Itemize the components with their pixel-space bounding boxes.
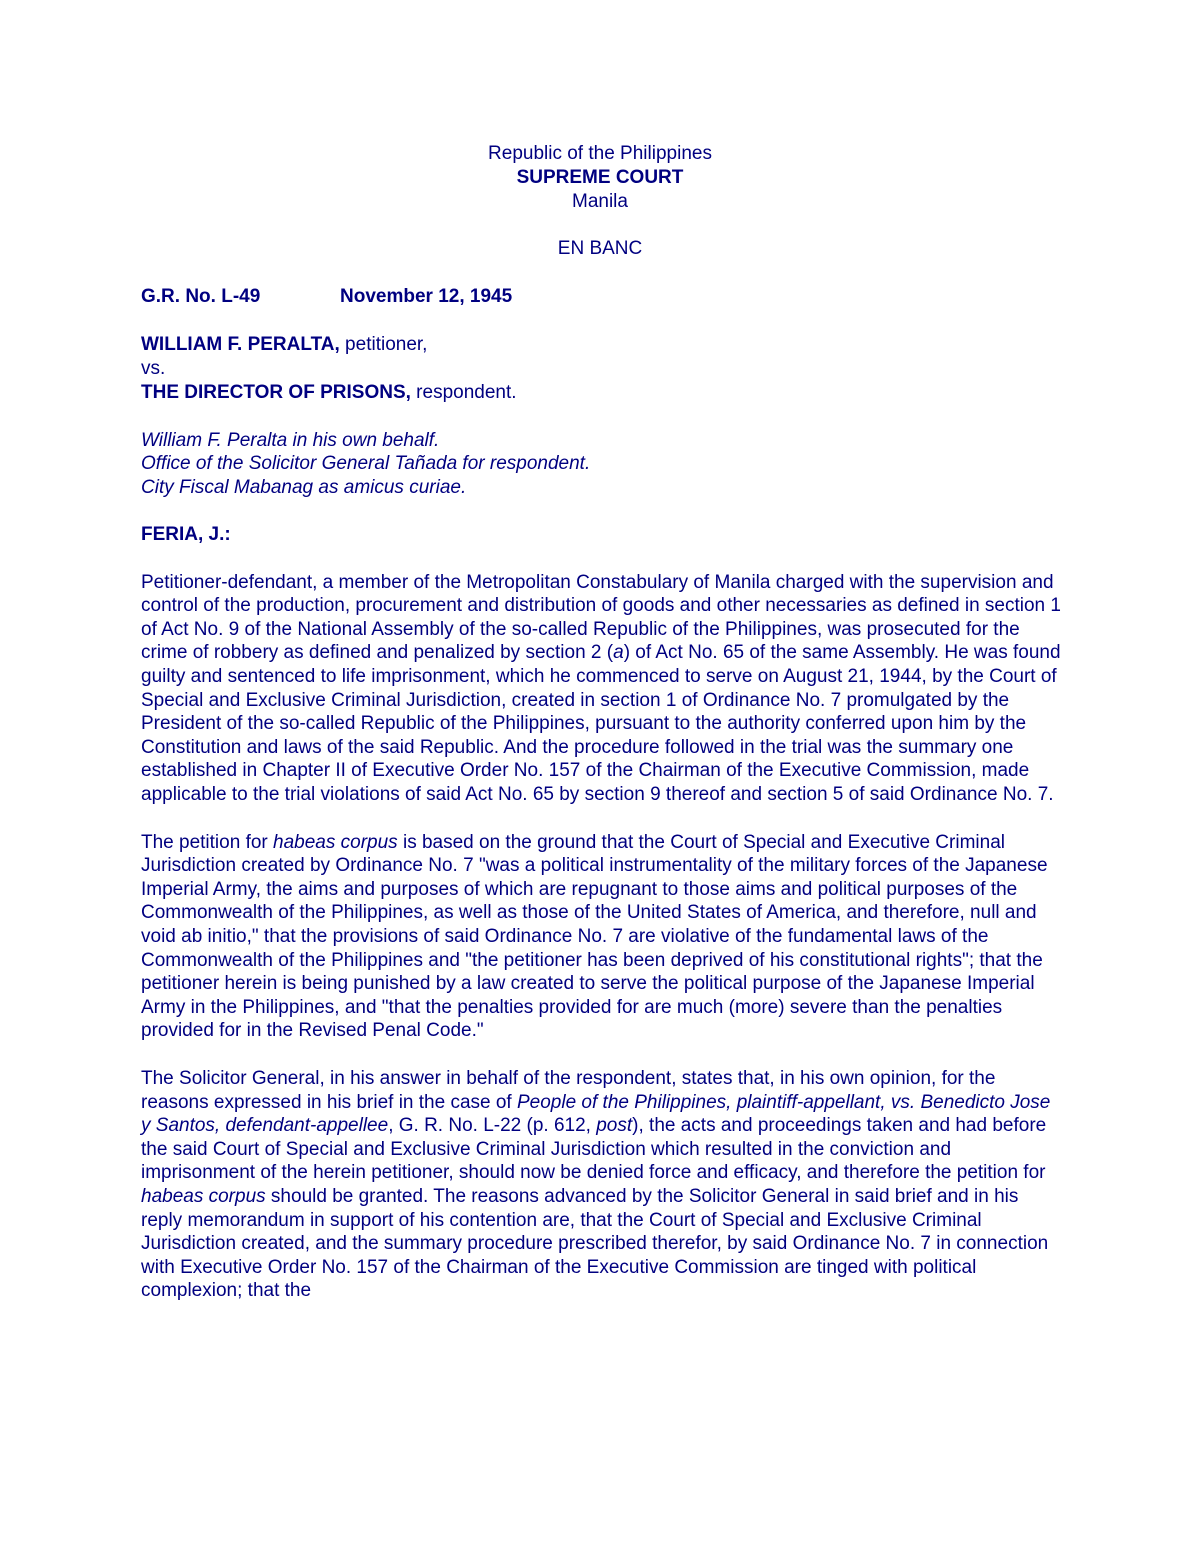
paragraph-3-text-g: should be granted. The reasons advanced by the Solicitor General in said brief and in his reply memorandum in support of his contention are, that the Court of Special and Exclusive Criminal Jurisdiction created, and the summary procedure prescribed therefor, by said Ordinance No. 7 in connection with Executive Order No. 157 of the Chairman of the Executive Commission are tinged with political complexion; that the xyxy=(141,1185,1049,1302)
spacer xyxy=(141,405,1061,429)
spacer xyxy=(141,214,1059,237)
paragraph-3 xyxy=(141,1067,1061,1303)
paragraph-2-text-b: habeas corpus xyxy=(273,831,398,853)
spacer xyxy=(141,499,1061,523)
document-content xyxy=(141,142,1061,1303)
counsel-petitioner: William F. Peralta in his own behalf. xyxy=(141,429,440,451)
division-line: EN BANC xyxy=(557,238,643,259)
paragraph-3-text-c: , G. R. No. L-22 (p. 612, xyxy=(388,1115,597,1137)
case-line xyxy=(141,285,1061,309)
ponente: FERIA, J.: xyxy=(141,524,231,546)
petitioner-name: WILLIAM F. PERALTA, xyxy=(141,333,340,355)
paragraph-1-text-b: a xyxy=(613,642,624,664)
parties xyxy=(141,333,1061,405)
paragraph-2 xyxy=(141,831,1061,1043)
petitioner-role: petitioner, xyxy=(339,333,428,355)
spacer xyxy=(141,261,1061,285)
spacer xyxy=(141,807,1061,831)
court-header xyxy=(141,142,1059,261)
paragraph-2-text-a: The petition for xyxy=(141,831,274,853)
versus-line: vs. xyxy=(141,357,166,379)
spacer xyxy=(141,309,1061,333)
paragraph-1 xyxy=(141,571,1061,807)
respondent-role: respondent. xyxy=(410,381,517,403)
paragraph-3-text-f: habeas corpus xyxy=(141,1185,266,1207)
city-line: Manila xyxy=(572,191,628,212)
counsel-amicus: City Fiscal Mabanag as amicus curiae. xyxy=(141,476,467,498)
case-number: G.R. No. L-49 xyxy=(141,286,261,307)
paragraph-3-text-d: post xyxy=(596,1115,633,1137)
petitioner-line xyxy=(141,333,1061,357)
paragraph-1-text-c: ) of Act No. 65 of the same Assembly. He was found guilty and sentenced to life imprisonment, which he commenced to serve on August 21, 1944, by the Court of Special and Exclusive Criminal Jurisdiction, created in section 1 of Ordinance No. 7 promulgated by the President of the so-called Republic of the Philippines, pursuant to the authority conferred upon him by the Constitution and laws of the said Republic. And the procedure followed in the trial was the summary one established in Chapter II of Executive Order No. 157 of the Chairman of the Executive Commission, made applicable to the trial violations of said Act No. 65 by section 9 thereof and section 5 of said Ordinance No. 7. xyxy=(141,642,1061,806)
case-date: November 12, 1945 xyxy=(340,286,513,307)
respondent-name: THE DIRECTOR OF PRISONS, xyxy=(141,381,411,403)
counsel-list xyxy=(141,429,1061,500)
republic-line: Republic of the Philippines xyxy=(488,143,712,164)
court-name: SUPREME COURT xyxy=(516,167,684,188)
paragraph-3-text-e: ), the acts and proceedings taken and had before the said Court of Special and Exclusive Criminal Jurisdiction which resulted in the conviction and imprisonment of the herein petitioner, should now be denied force and efficacy, and therefore the petition for xyxy=(141,1115,1047,1184)
respondent-line xyxy=(141,381,1061,405)
paragraph-3-text-b: People of the Philippines, plaintiff-appellant, vs. Benedicto Jose y Santos, defendant-appellee xyxy=(141,1091,1051,1137)
paragraph-2-text-c: is based on the ground that the Court of Special and Executive Criminal Jurisdiction created by Ordinance No. 7 "was a political instrumentality of the military forces of the Japanese Imperial Army, the aims and purposes of which are repugnant to those aims and political purposes of the Commonwealth of the Philippines, as well as those of the United States of America, and therefore, null and void ab initio," that the provisions of said Ordinance No. 7 are violative of the fundamental laws of the Commonwealth of the Philippines and "the petitioner has been deprived of his constitutional rights"; that the petitioner herein is being punished by a law created to serve the political purpose of the Japanese Imperial Army in the Philippines, and "that the penalties provided for are much (more) severe than the penalties provided for in the Revised Penal Code." xyxy=(141,831,1048,1042)
counsel-respondent: Office of the Solicitor General Tañada for respondent. xyxy=(141,453,591,475)
spacer xyxy=(141,1043,1061,1067)
spacer xyxy=(141,547,1061,571)
paragraph-3-text-a: The Solicitor General, in his answer in behalf of the respondent, states that, in his own opinion, for the reasons expressed in his brief in the case of xyxy=(141,1067,996,1113)
paragraph-1-text-a: Petitioner-defendant, a member of the Metropolitan Constabulary of Manila charged with the supervision and control of the production, procurement and distribution of goods and other necessaries as defined in section 1 of Act No. 9 of the National Assembly of the so-called Republic of the Philippines, was prosecuted for the crime of robbery as defined and penalized by section 2 ( xyxy=(141,571,1061,664)
